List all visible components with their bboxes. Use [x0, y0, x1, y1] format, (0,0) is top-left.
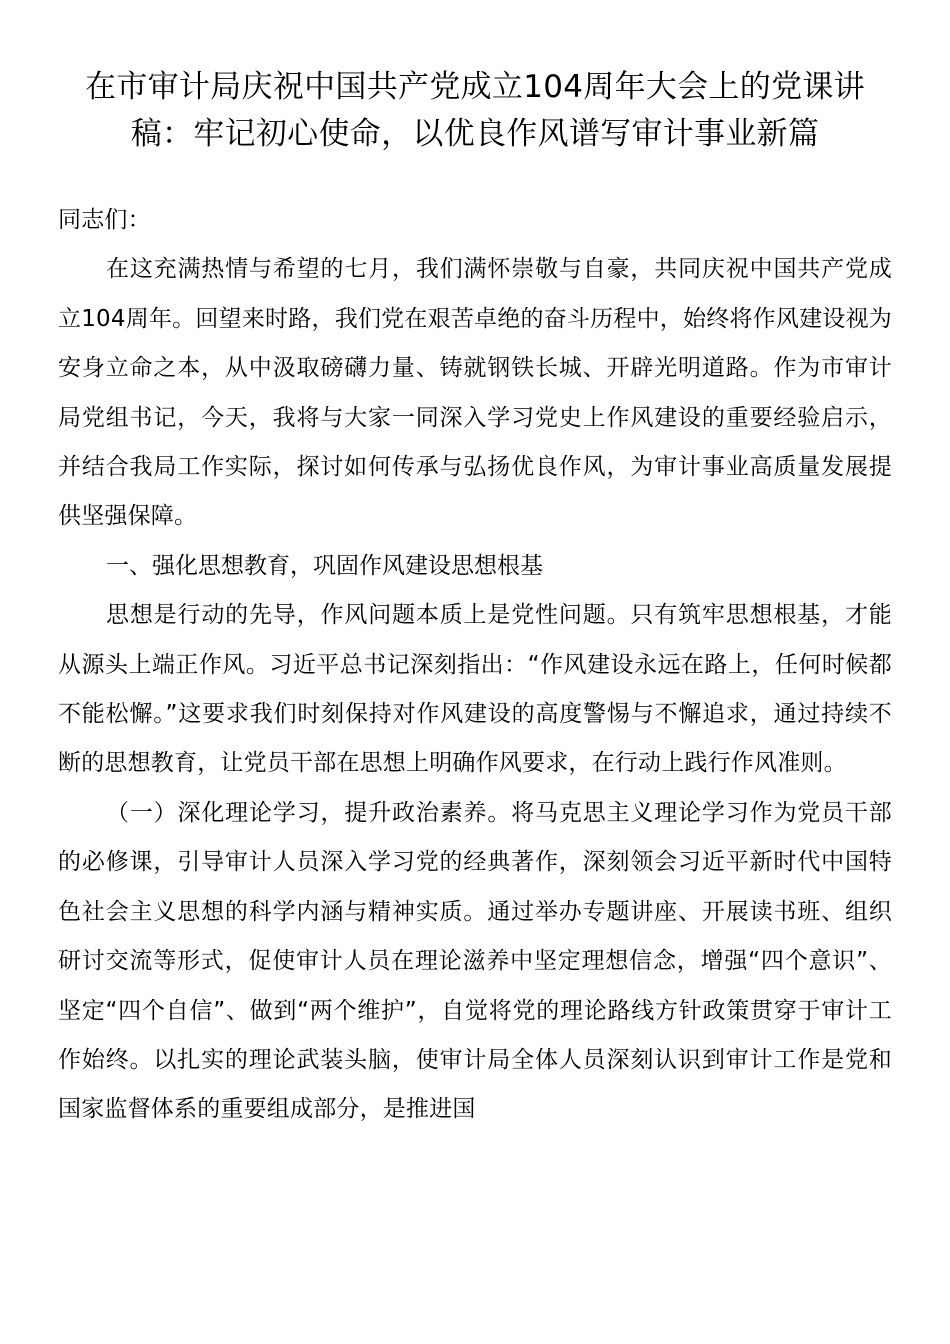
section-paragraph: 思想是行动的先导，作风问题本质上是党性问题。只有筑牢思想根基，才能从源头上端正作风。习近平总书记深刻指出：“作风建设永远在路上，任何时候都不能松懈。”这要求我们时刻保持对作风建设的高度警惕与不懈追求，通过持续不断的思想教育，让党员干部在思想上明确作风要求，在行动上践行作风准则。: [58, 602, 892, 777]
salutation: 同志们：: [58, 207, 151, 233]
subsection-paragraph: （一）深化理论学习，提升政治素养。将马克思主义理论学习作为党员干部的必修课，引导审计人员深入学习党的经典著作，深刻领会习近平新时代中国特色社会主义思想的科学内涵与精神实质。通过举办专题讲座、开展读书班、组织研讨交流等形式，促使审计人员在理论滋养中坚定理想信念，增强“四个意识”、坚定“四个自信”、做到“两个维护”，自觉将党的理论路线方针政策贯穿于审计工作始终。以扎实的理论武装头脑，使审计局全体人员深刻认识到审计工作是党和国家监督体系的重要组成部分，是推进国: [58, 799, 892, 1123]
intro-paragraph: 在这充满热情与希望的七月，我们满怀崇敬与自豪，共同庆祝中国共产党成立104周年。回望来时路，我们党在艰苦卓绝的奋斗历程中，始终将作风建设视为安身立命之本，从中汲取磅礴力量、铸就钢铁长城、开辟光明道路。作为市审计局党组书记，今天，我将与大家一同深入学习党史上作风建设的重要经验启示，并结合我局工作实际，探讨如何传承与弘扬优良作风，为审计事业高质量发展提供坚强保障。: [58, 256, 892, 530]
document-title: 在市审计局庆祝中国共产党成立104周年大会上的党课讲稿：牢记初心使命，以优良作风谱写审计事业新篇: [85, 69, 865, 152]
section-heading: 一、强化思想教育，巩固作风建设思想根基: [106, 552, 543, 579]
document-page: [58, 64, 892, 1135]
document-body: [58, 196, 892, 1135]
